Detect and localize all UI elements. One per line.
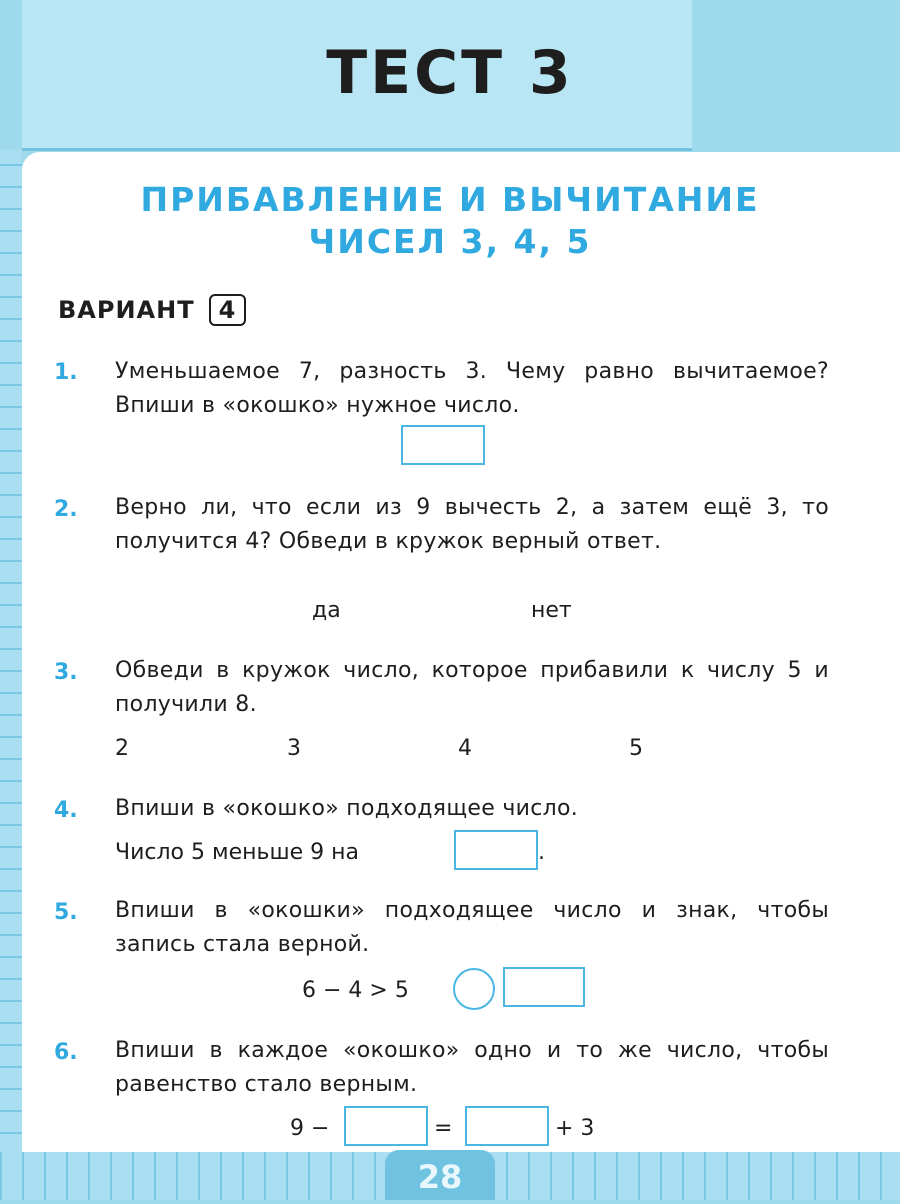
question-1-answer-box[interactable] bbox=[401, 425, 485, 465]
question-3-option-3[interactable]: 3 bbox=[287, 736, 301, 761]
question-5-expression: 6 − 4 > 5 bbox=[302, 978, 409, 1003]
test-title: ТЕСТ 3 bbox=[326, 38, 574, 108]
question-4-text: Впиши в «окошко» подходящее число. bbox=[115, 796, 579, 821]
question-6-number: 6. bbox=[54, 1040, 78, 1065]
question-4-period: . bbox=[538, 840, 545, 865]
question-4-sentence: Число 5 меньше 9 на bbox=[115, 840, 359, 865]
variant-number: 4 bbox=[209, 294, 247, 326]
question-6-expr-start: 9 − bbox=[290, 1116, 330, 1141]
question-6-box-1[interactable] bbox=[344, 1106, 428, 1146]
question-5-text: Впиши в «окошки» подходящее число и знак, чтобы запись стала верной. bbox=[115, 898, 829, 957]
variant-text: ВАРИАНТ bbox=[58, 296, 195, 324]
question-3-text: Обведи в кружок число, которое прибавили к числу 5 и получили 8. bbox=[115, 658, 829, 717]
variant-label bbox=[58, 294, 246, 326]
question-3-option-4[interactable]: 4 bbox=[458, 736, 472, 761]
question-6-text: Впиши в каждое «окошко» одно и то же число, чтобы равенство стало верным. bbox=[115, 1038, 829, 1097]
question-4-number: 4. bbox=[54, 798, 78, 823]
question-6-expr-end: + 3 bbox=[555, 1116, 595, 1141]
question-5-sign-circle[interactable] bbox=[453, 968, 495, 1010]
question-1-number: 1. bbox=[54, 360, 78, 385]
question-3-option-2[interactable]: 2 bbox=[115, 736, 129, 761]
question-2-option-yes[interactable]: да bbox=[312, 598, 341, 623]
question-1-text: Уменьшаемое 7, разность 3. Чему равно вычитаемое? Впиши в «окошко» нужное число. bbox=[115, 359, 829, 418]
question-2-text: Верно ли, что если из 9 вычесть 2, а затем ещё 3, то получится 4? Обведи в кружок верный ответ. bbox=[115, 495, 829, 554]
question-5-number: 5. bbox=[54, 900, 78, 925]
question-3-number: 3. bbox=[54, 660, 78, 685]
page-number: 28 bbox=[385, 1150, 495, 1200]
question-3-option-5[interactable]: 5 bbox=[629, 736, 643, 761]
subtitle-line-2: ЧИСЕЛ 3, 4, 5 bbox=[308, 222, 592, 261]
question-5-number-box[interactable] bbox=[503, 967, 585, 1007]
left-decorative-strip bbox=[0, 150, 22, 1200]
question-2-option-no[interactable]: нет bbox=[531, 598, 572, 623]
subtitle-line-1: ПРИБАВЛЕНИЕ И ВЫЧИТАНИЕ bbox=[140, 180, 760, 219]
question-4-answer-box[interactable] bbox=[454, 830, 538, 870]
question-6-equals: = bbox=[434, 1116, 453, 1141]
question-6-box-2[interactable] bbox=[465, 1106, 549, 1146]
question-2-number: 2. bbox=[54, 497, 78, 522]
